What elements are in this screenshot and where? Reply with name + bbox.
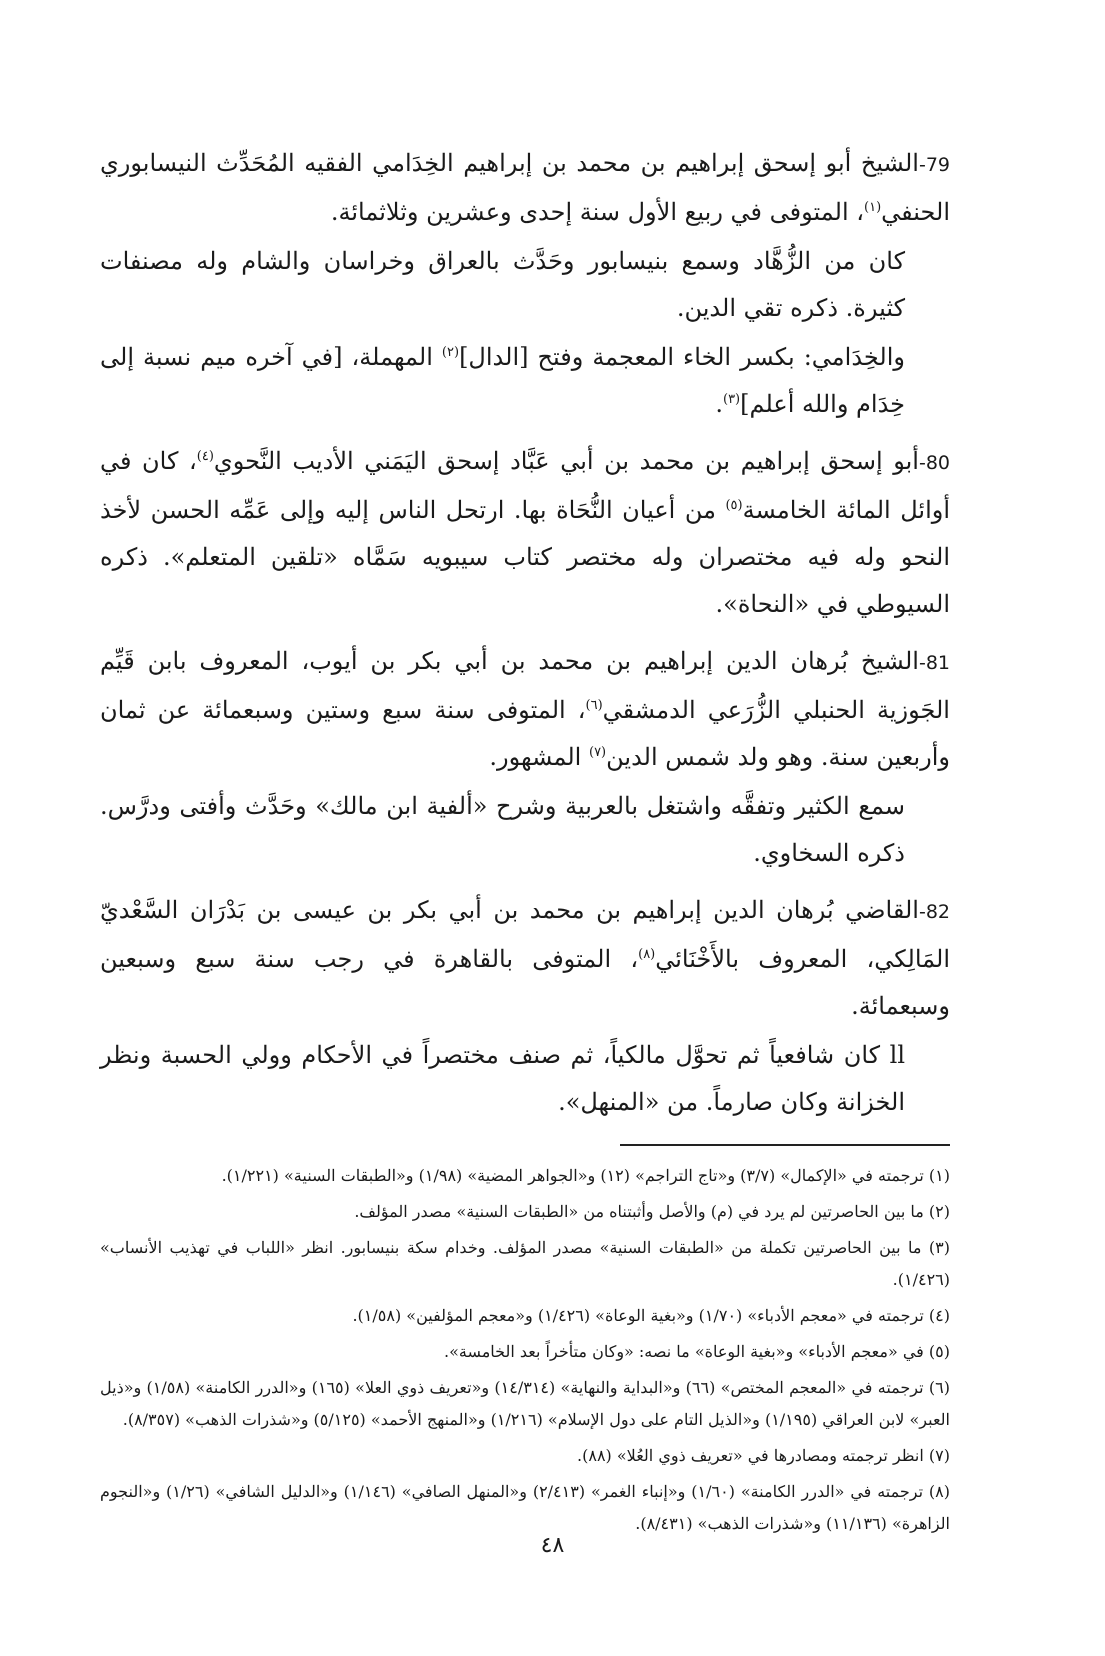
entry-79-heading: 79-الشيخ أبو إسحق إبراهيم بن محمد بن إبراهيم الخِدَامي الفقيه المُحَدِّث النيسابوري الحنفي$^{(١)}$، المتوفى في ربيع الأول سنة إحدى وعشرين وثلاثمائة.	[100, 149, 950, 226]
footnote-3: (٣) ما بين الحاصرتين تكملة من «الطبقات السنية» مصدر المؤلف. وخدام سكة بنيسابور. انظر «اللباب في تهذيب الأنساب» (١/٤٢٦).	[100, 1238, 950, 1289]
footnote-7: (٧) انظر ترجمته ومصادرها في «تعريف ذوي العُلا» (٨٨).	[577, 1446, 950, 1465]
footnote-ref[interactable]: (١)	[864, 200, 882, 215]
entry-81-body: سمع الكثير وتفقَّه واشتغل بالعربية وشرح «ألفية ابن مالك» وحَدَّث وأفتى ودرَّس. ذكره السخاوي.	[100, 792, 905, 867]
footnote-6: (٦) ترجمته في «المعجم المختص» (٦٦) و«البداية والنهاية» (١٤/٣١٤) و«تعريف ذوي العلا» (١٦٥) و«الدرر الكامنة» (١/٥٨) و«ذيل العبر» لابن العراقي (١/١٩٥) و«الذيل التام على دول الإسلام» (١/٢١٦) و«المنهج الأحمد» (٥/١٢٥) و«شذرات الذهب» (٨/٣٥٧).	[100, 1378, 950, 1429]
footnotes	[100, 1160, 950, 1540]
footnote-1: (١) ترجمته في «الإكمال» (٣/٧) و«تاج التراجم» (١٢) و«الجواهر المضية» (١/٩٨) و«الطبقات السنية» (١/٢٢١).	[221, 1166, 950, 1185]
entry-79-note: والخِدَامي: بكسر الخاء المعجمة وفتح [الدال]$^{(٢)}$ المهملة، [في آخره ميم نسبة إلى خِدَام والله أعلم]$^{(٣)}$.	[100, 343, 905, 418]
page-body	[100, 140, 950, 1544]
footnote-ref[interactable]: (٤)	[196, 449, 214, 464]
entry-80-heading: 80-أبو إسحق إبراهيم بن محمد بن أبي عَبَّاد إسحق اليَمَني الأديب النَّحوي$^{(٤)}$، كان في أوائل المائة الخامسة$^{(٥)}$ من أعيان النُّحَاة بها. ارتحل الناس إليه وإلى عَمِّه الحسن لأخذ النحو وله فيه مختصران وله مختصر كتاب سيبويه سَمَّاه «تلقين المتعلم». ذكره السيوطي في «النحاة».	[100, 447, 951, 618]
footnote-ref[interactable]: (٨)	[638, 947, 656, 962]
footnote-2: (٢) ما بين الحاصرتين لم يرد في (م) والأصل وأثبتناه من «الطبقات السنية» مصدر المؤلف.	[354, 1202, 950, 1221]
footnote-ref[interactable]: (٦)	[585, 698, 603, 713]
page-number: ٤٨	[540, 1533, 565, 1558]
footnote-ref[interactable]: (٣)	[722, 392, 741, 407]
footnote-5: (٥) في «معجم الأدباء» و«بغية الوعاة» ما نصه: «وكان متأخراً بعد الخامسة».	[443, 1342, 950, 1361]
entry-number: 81-	[918, 652, 950, 674]
entry-79-body: كان من الزُّهَّاد وسمع بنيسابور وحَدَّث بالعراق وخراسان والشام وله مصنفات كثيرة. ذكره تقي الدين.	[100, 247, 905, 322]
footnote-ref[interactable]: (٢)	[441, 345, 460, 360]
footnote-divider	[620, 1144, 950, 1146]
footnote-8: (٨) ترجمته في «الدرر الكامنة» (١/٦٠) و«إنباء الغمر» (٢/٤١٣) و«المنهل الصافي» (١/١٤٦) و«الدليل الشافي» (١/٢٦) و«النجوم الزاهرة» (١١/١٣٦) و«شذرات الذهب» (٨/٤٣١).	[100, 1482, 950, 1533]
entry-80	[100, 438, 950, 628]
footnote-ref[interactable]: (٧)	[588, 745, 607, 760]
entry-82	[100, 887, 950, 1126]
entry-81-heading: 81-الشيخ بُرهان الدين إبراهيم بن محمد بن أبي بكر بن أيوب، المعروف بابن قَيِّم الجَوزية الحنبلي الزُّرَعي الدمشقي$^{(٦)}$، المتوفى سنة سبع وستين وسبعمائة عن ثمان وأربعين سنة. وهو ولد شمس الدين$^{(٧)}$ المشهور.	[100, 647, 950, 771]
entry-81	[100, 638, 950, 877]
entry-82-body: ll كان شافعياً ثم تحوَّل مالكياً، ثم صنف مختصراً في الأحكام وولي الحسبة ونظر الخزانة وكان صارماً. من «المنهل».	[100, 1041, 905, 1116]
footnote-4: (٤) ترجمته في «معجم الأدباء» (١/٧٠) و«بغية الوعاة» (١/٤٢٦) و«معجم المؤلفين» (١/٥٨).	[352, 1306, 950, 1325]
entry-number: 82-	[918, 901, 950, 923]
entry-82-heading: 82-القاضي بُرهان الدين إبراهيم بن محمد بن أبي بكر بن عيسى بن بَدْرَان السَّعْديّ المَالِكي، المعروف بالأَخْنَائي$^{(٨)}$، المتوفى بالقاهرة في رجب سنة سبع وسبعين وسبعمائة.	[100, 896, 951, 1020]
entry-number: 79-	[918, 154, 950, 176]
entry-79	[100, 140, 950, 428]
entry-number: 80-	[918, 452, 951, 474]
footnote-ref[interactable]: (٥)	[725, 498, 743, 513]
